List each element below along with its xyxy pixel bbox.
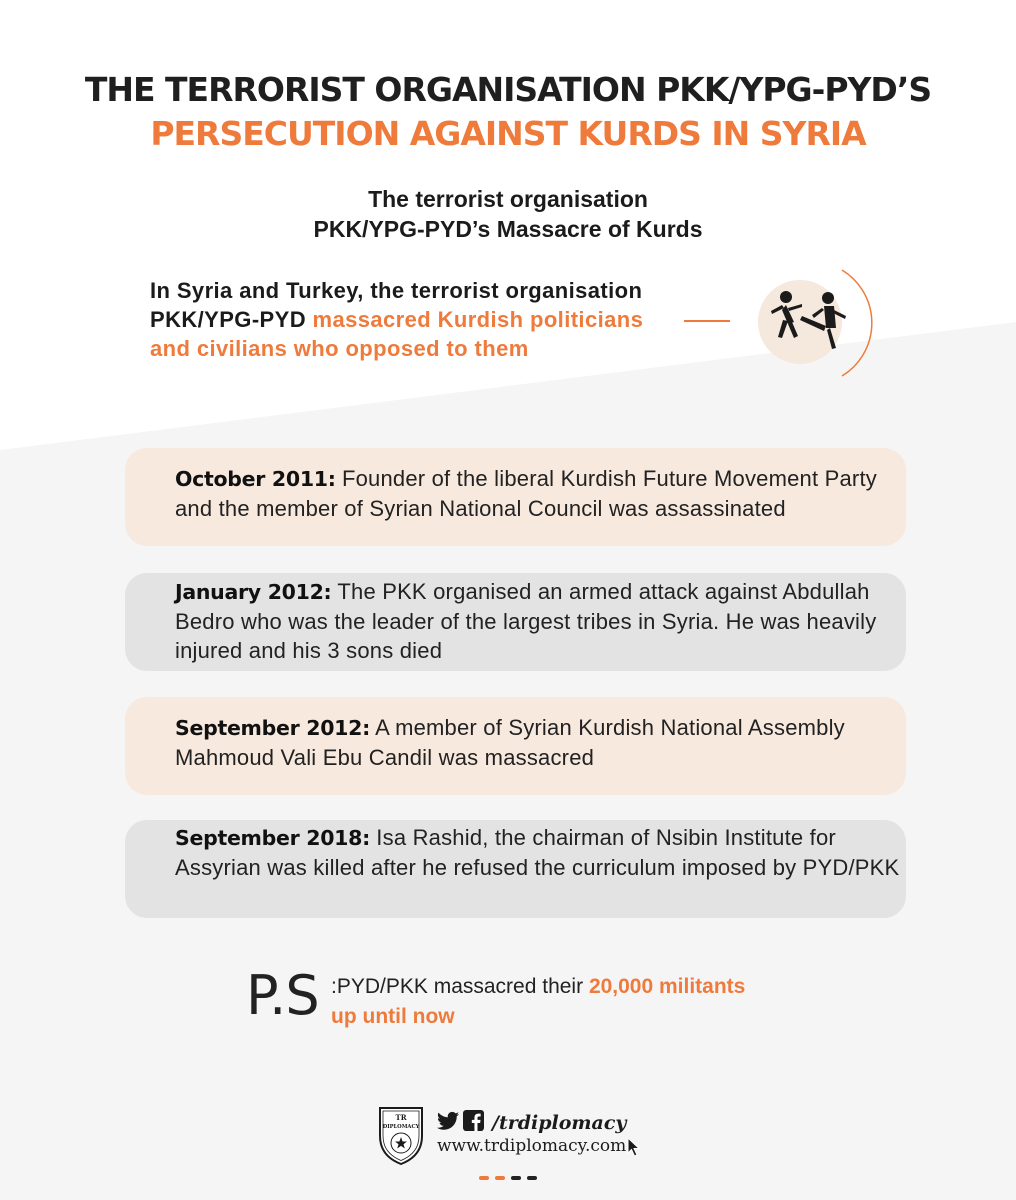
event-text: Isa Rashid, the chairman of Nsibin Institute for Assyrian was killed after he refused the curriculum imposed by PYD/PKK [175, 825, 900, 880]
pagination-dot[interactable] [511, 1176, 521, 1180]
social-row [437, 1110, 626, 1136]
intro-part-4: and civilians who opposed to them [150, 336, 529, 361]
intro-part-2: PKK/YPG-PYD [150, 307, 306, 332]
pagination-dot[interactable] [527, 1176, 537, 1180]
subtitle-line-2: PKK/YPG-PYD’s Massacre of Kurds [313, 216, 703, 242]
ps-highlight-1: 20,000 militants [588, 975, 746, 998]
cursor-icon [627, 1137, 641, 1162]
ps-highlight-2: up until now [331, 1005, 455, 1028]
event-date: September 2012: [175, 716, 370, 740]
ps-mark: P.S [246, 964, 319, 1027]
event-card-2018-09 [125, 820, 906, 918]
facebook-icon[interactable] [463, 1110, 484, 1136]
website-link[interactable]: www.trdiplomacy.com [437, 1136, 627, 1156]
event-text: The PKK organised an armed attack against Abdullah Bedro who was the leader of the largest tribes in Syria. He was heavily injured and his 3 sons died [175, 579, 877, 663]
intro-text [150, 276, 710, 363]
event-card-2012-01 [125, 573, 906, 671]
event-date: January 2012: [175, 580, 332, 604]
logo-text-mid: DIPLOMACY [382, 1124, 420, 1130]
event-date: September 2018: [175, 826, 370, 850]
event-card-2011-10 [125, 448, 906, 546]
intro-connector-line [684, 320, 730, 322]
title-line-1: THE TERRORIST ORGANISATION PKK/YPG-PYD’S [84, 70, 932, 109]
title-line-2: PERSECUTION AGAINST KURDS IN SYRIA [150, 114, 866, 153]
event-text: A member of Syrian Kurdish National Assembly Mahmoud Vali Ebu Candil was massacred [175, 715, 845, 770]
intro-part-3: massacred Kurdish politicians [305, 307, 644, 332]
subtitle-line-1: The terrorist organisation [368, 186, 648, 212]
logo-text-top: TR [395, 1113, 407, 1122]
ps-body: :PYD/PKK massacred their [331, 975, 589, 998]
pagination-dots [0, 1176, 1016, 1180]
pagination-dot[interactable] [495, 1176, 505, 1180]
event-card-2012-09 [125, 697, 906, 795]
event-date: October 2011: [175, 467, 336, 491]
ps-text [331, 972, 745, 1032]
intro-part-1: In Syria and Turkey, the terrorist organisation [150, 278, 643, 303]
social-handle[interactable]: /trdiplomacy [492, 1112, 627, 1134]
event-text: Founder of the liberal Kurdish Future Movement Party and the member of Syrian National Council was assassinated [175, 466, 877, 521]
twitter-icon[interactable] [437, 1111, 459, 1136]
trdiplomacy-logo [372, 1102, 430, 1166]
pagination-dot[interactable] [479, 1176, 489, 1180]
violence-icon [742, 258, 882, 388]
